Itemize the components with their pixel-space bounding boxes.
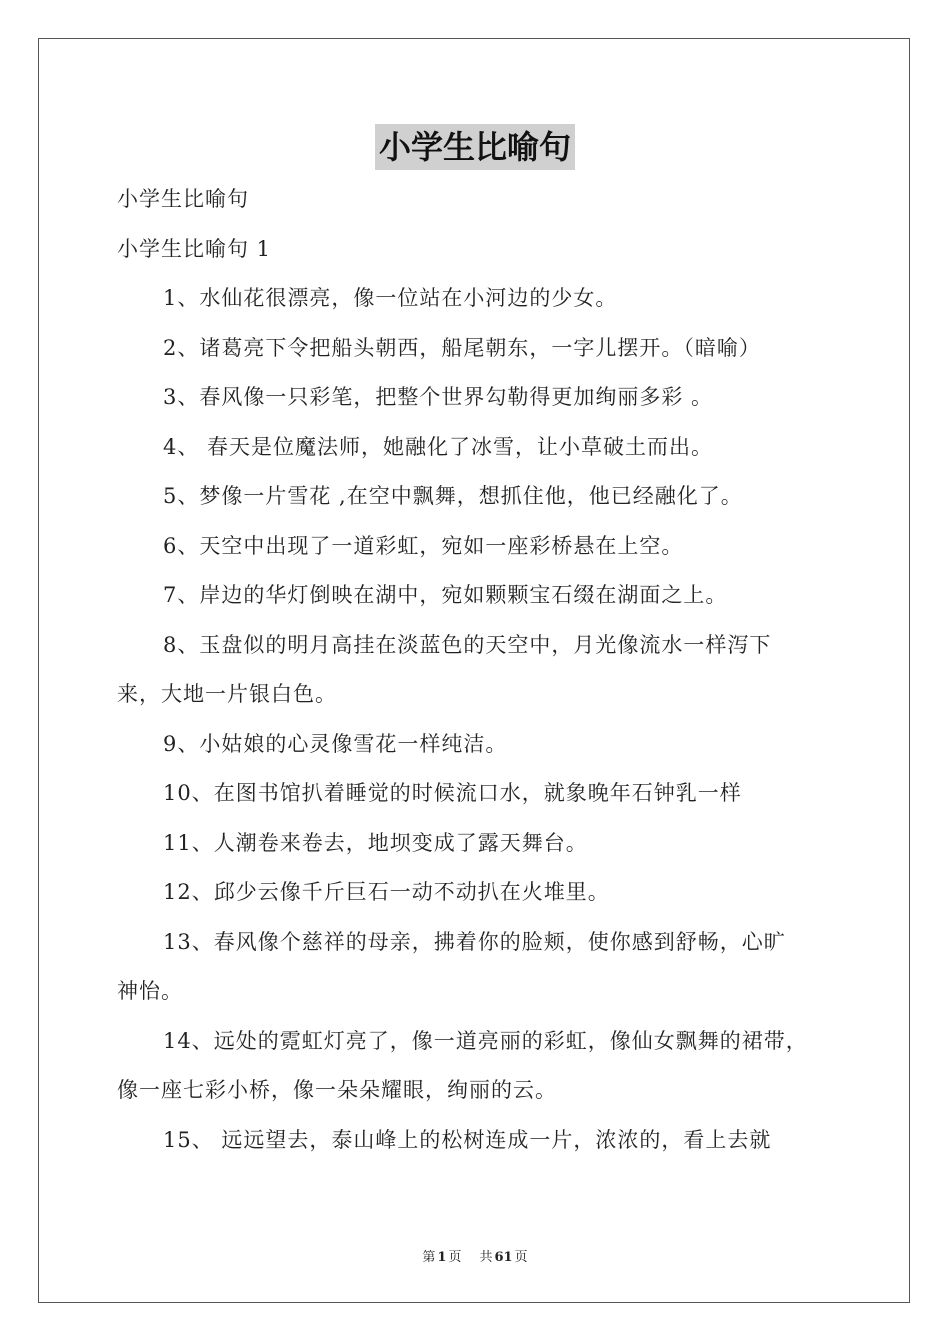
- sentence-line: 14、远处的霓虹灯亮了，像一道亮丽的彩虹，像仙女飘舞的裙带，: [163, 1028, 808, 1053]
- page-suffix: 页: [448, 1250, 462, 1265]
- sentence-line: 6、天空中出现了一道彩虹，宛如一座彩桥悬在上空。: [163, 533, 684, 558]
- sentence-line: 神怡。: [117, 979, 183, 1003]
- page-prefix: 第: [422, 1250, 436, 1265]
- sentence-line: 1、水仙花很漂亮，像一位站在小河边的少女。: [163, 286, 618, 310]
- sentence-line: 像一座七彩小桥，像一朵朵耀眼，绚丽的云。: [117, 1078, 557, 1102]
- sentence-line: 8、玉盘似的明月高挂在淡蓝色的天空中，月光像流水一样泻下: [163, 632, 772, 657]
- sentence-list: [117, 274, 840, 1165]
- sentence-line: 3、春风像一只彩笔，把整个世界勾勒得更加绚丽多彩 。: [163, 385, 714, 409]
- sentence-line: 5、梦像一片雪花 ,在空中飘舞，想抓住他，他已经融化了。: [163, 484, 743, 508]
- page-number: 1: [437, 1250, 447, 1265]
- sentence-line: 9、小姑娘的心灵像雪花一样纯洁。: [163, 731, 508, 756]
- page-footer: [0, 1246, 950, 1265]
- sentence-line: 12、邱少云像千斤巨石一动不动扒在火堆里。: [163, 880, 610, 904]
- sentence-line: 2、诸葛亮下令把船头朝西，船尾朝东，一字儿摆开。（暗喻）: [163, 335, 761, 360]
- heading-section: 小学生比喻句 1: [117, 236, 272, 261]
- sentence-line: 13、春风像个慈祥的母亲，拂着你的脸颊，使你感到舒畅，心旷: [163, 929, 786, 954]
- sentence-line: 4、 春天是位魔法师，她融化了冰雪，让小草破土而出。: [163, 434, 714, 459]
- document-title: 小学生比喻句: [375, 124, 575, 170]
- total-prefix: 共: [479, 1250, 493, 1265]
- heading-main: 小学生比喻句: [117, 187, 249, 211]
- total-suffix: 页: [514, 1250, 528, 1265]
- sentence-line: 来，大地一片银白色。: [117, 682, 337, 706]
- sentence-line: 15、 远远望去，泰山峰上的松树连成一片，浓浓的，看上去就: [163, 1127, 772, 1152]
- title-container: [0, 124, 950, 170]
- total-pages: 61: [494, 1250, 513, 1265]
- sentence-line: 11、人潮卷来卷去，地坝变成了露天舞台。: [163, 830, 588, 855]
- sentence-line: 7、岸边的华灯倒映在湖中，宛如颗颗宝石缀在湖面之上。: [163, 583, 728, 607]
- document-body: [117, 175, 840, 1165]
- sentence-line: 10、在图书馆扒着睡觉的时候流口水，就象晚年石钟乳一样: [163, 781, 742, 805]
